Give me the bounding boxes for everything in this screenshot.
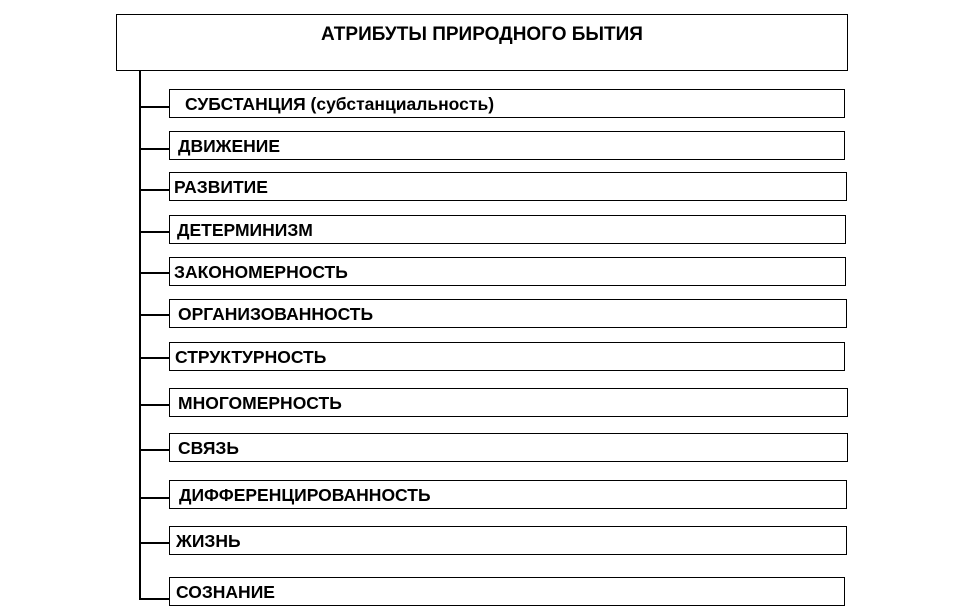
attribute-label: ЗАКОНОМЕРНОСТЬ [174, 262, 348, 282]
attribute-label: ДИФФЕРЕНЦИРОВАННОСТЬ [179, 485, 431, 505]
attribute-label: СТРУКТУРНОСТЬ [175, 347, 327, 367]
connector-line [140, 189, 170, 191]
attribute-label: ЖИЗНЬ [176, 531, 241, 551]
diagram-title: АТРИБУТЫ ПРИРОДНОГО БЫТИЯ [321, 24, 643, 45]
attribute-box-consciousness [169, 577, 845, 606]
attribute-box-organization [169, 299, 847, 328]
attribute-label: ОРГАНИЗОВАННОСТЬ [178, 304, 374, 324]
attribute-box-multidimensionality [169, 388, 848, 417]
attribute-label: МНОГОМЕРНОСТЬ [178, 393, 342, 413]
connector-line [140, 106, 170, 108]
connector-line [140, 598, 170, 600]
connector-line [140, 357, 170, 359]
attribute-label: ДЕТЕРМИНИЗМ [177, 220, 313, 240]
attribute-box-lawfulness [169, 257, 846, 286]
attribute-box-differentiation [169, 480, 847, 509]
connector-line [140, 231, 170, 233]
trunk-line [139, 71, 141, 600]
attribute-box-connection [169, 433, 848, 462]
attribute-label: СВЯЗЬ [178, 438, 239, 458]
root-node-box [116, 14, 848, 71]
attribute-box-substance [169, 89, 845, 118]
attribute-box-life [169, 526, 847, 555]
attribute-box-determinism [169, 215, 846, 244]
connector-line [140, 449, 170, 451]
attribute-label: РАЗВИТИЕ [174, 177, 268, 197]
attribute-box-structure [169, 342, 845, 371]
attribute-label: СОЗНАНИЕ [176, 582, 275, 602]
connector-line [140, 497, 170, 499]
attribute-label: СУБСТАНЦИЯ (субстанциальность) [185, 94, 495, 114]
connector-line [140, 314, 170, 316]
attribute-label: ДВИЖЕНИЕ [178, 136, 281, 156]
connector-line [140, 542, 170, 544]
connector-line [140, 272, 170, 274]
attribute-box-development [169, 172, 847, 201]
attribute-box-motion [169, 131, 845, 160]
connector-line [140, 404, 170, 406]
connector-line [140, 148, 170, 150]
